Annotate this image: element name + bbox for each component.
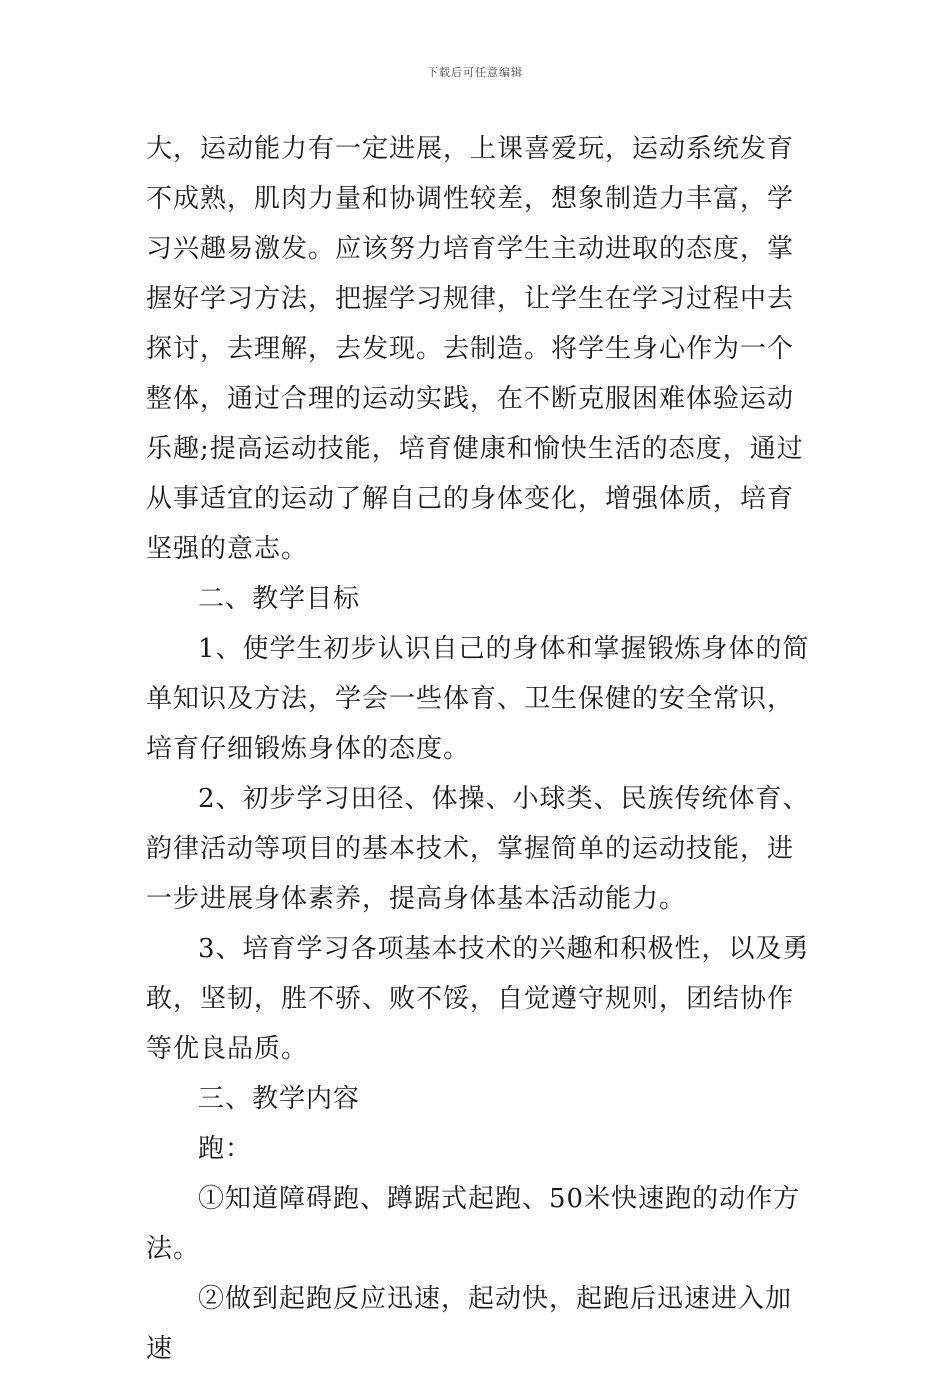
document-body — [146, 124, 816, 1374]
run-item-1: ①知道障碍跑、蹲踞式起跑、50米快速跑的动作方法。 — [146, 1184, 801, 1264]
run-label: 跑： — [198, 1134, 253, 1164]
page-header-note: 下载后可任意编辑 — [427, 66, 523, 79]
run-item-2: ②做到起跑反应迅速，起动快，起跑后迅速进入加速 — [146, 1284, 793, 1364]
goal-item-1: 1、使学生初步认识自己的身体和掌握锻炼身体的简单知识及方法，学会一些体育、卫生保健的安全常识，培育仔细锻炼身体的态度。 — [146, 634, 810, 764]
paragraph-student-characteristics: 大，运动能力有一定进展，上课喜爱玩，运动系统发育不成熟，肌肉力量和协调性较差，想象制造力丰富，学习兴趣易激发。应该努力培育学生主动进取的态度，掌握好学习方法，把握学习规律，让学生在学习过程中去探讨，去理解，去发现。去制造。将学生身心作为一个整体，通过合理的运动实践，在不断克服困难体验运动乐趣;提高运动技能，培育健康和愉快生活的态度，通过从事适宜的运动了解自己的身体变化，增强体质，培育坚强的意志。 — [146, 134, 804, 564]
heading-teaching-content: 三、教学内容 — [198, 1084, 361, 1114]
goal-item-2: 2、初步学习田径、体操、小球类、民族传统体育、韵律活动等项目的基本技术，掌握简单的运动技能，进一步进展身体素养，提高身体基本活动能力。 — [146, 784, 810, 914]
goal-item-3: 3、培育学习各项基本技术的兴趣和积极性，以及勇敢，坚韧，胜不骄、败不馁，自觉遵守规则，团结协作等优良品质。 — [146, 934, 810, 1064]
heading-teaching-goals: 二、教学目标 — [198, 584, 361, 614]
